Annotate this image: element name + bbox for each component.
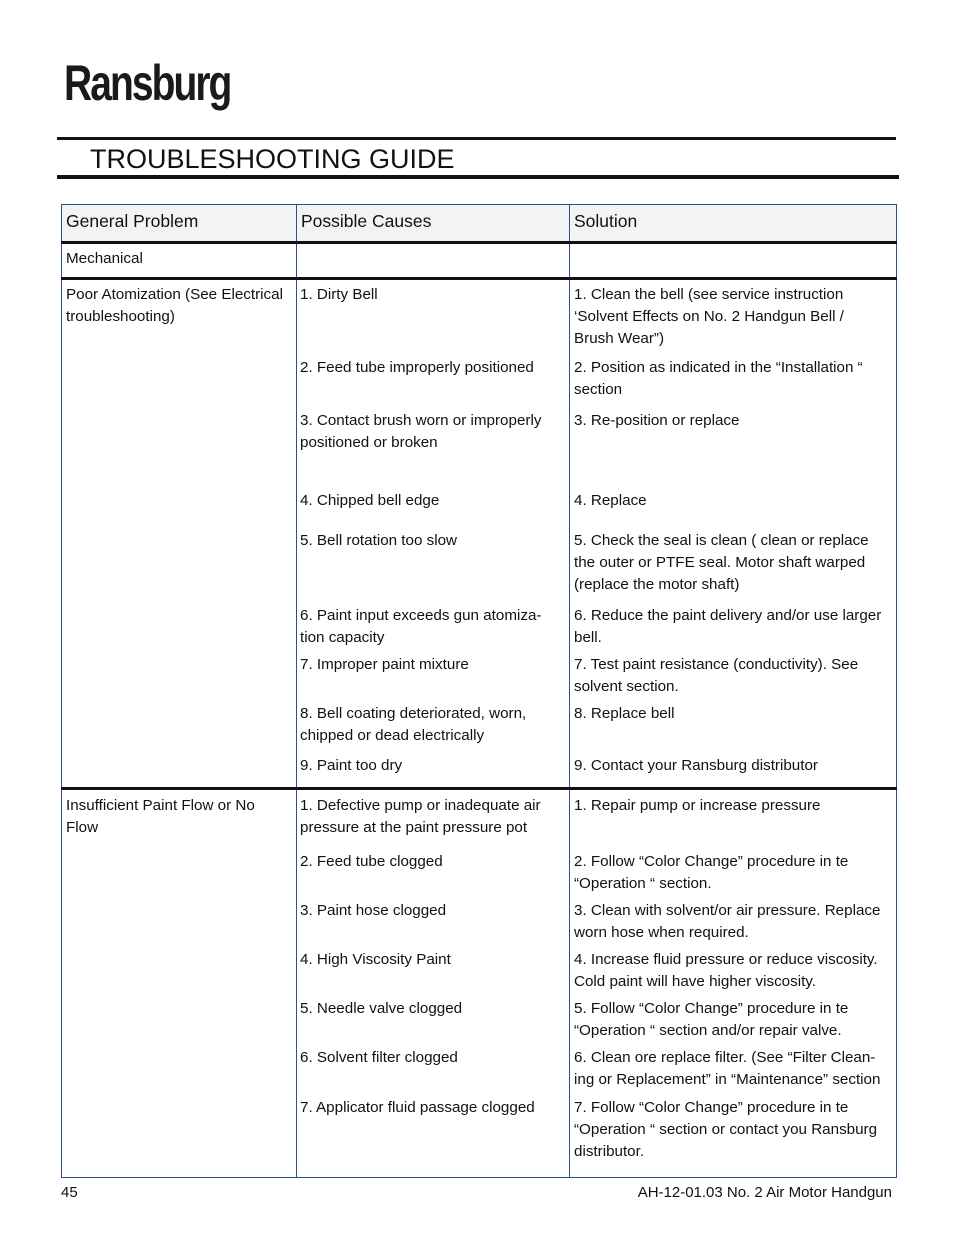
solution-item: 3. Clean with solvent/or air pressure. Replace worn hose when required.	[574, 902, 881, 941]
page-title: TROUBLESHOOTING GUIDE	[90, 144, 455, 174]
cause-item: 6. Solvent filter clogged	[300, 1049, 458, 1066]
document-title: AH-12-01.03 No. 2 Air Motor Handgun	[637, 1184, 892, 1201]
cause-item: 1. Dirty Bell	[300, 286, 378, 303]
solution-item: 2. Position as indicated in the “Installation “ section	[574, 359, 863, 398]
solution-item: 5. Check the seal is clean ( clean or replace the outer or PTFE seal. Motor shaft warped (replace the motor shaft)	[574, 532, 869, 593]
cause-item: 7. Applicator fluid passage clogged	[300, 1099, 535, 1116]
cause-item: 1. Defective pump or inadequate air pressure at the paint pressure pot	[300, 797, 541, 836]
column-header-possible-causes: Possible Causes	[301, 211, 432, 231]
cause-item: 9. Paint too dry	[300, 757, 403, 774]
solution-item: 2. Follow “Color Change” procedure in te “Operation “ section.	[574, 853, 849, 892]
cause-item: 2. Feed tube improperly positioned	[300, 359, 534, 376]
problem-poor-atomization: Poor Atomization (See Electrical troubleshooting)	[66, 286, 283, 325]
cause-item: 5. Needle valve clogged	[300, 1000, 463, 1017]
problem-insufficient-paint-flow: Insufficient Paint Flow or No Flow	[66, 797, 255, 836]
column-header-solution: Solution	[574, 211, 638, 231]
column-header-general-problem: General Problem	[66, 211, 199, 231]
cause-item: 4. Chipped bell edge	[300, 492, 440, 509]
cause-item: 2. Feed tube clogged	[300, 853, 443, 870]
cause-item: 3. Paint hose clogged	[300, 902, 447, 919]
cause-item: 8. Bell coating deteriorated, worn, chipped or dead electrically	[300, 705, 527, 744]
solution-item: 8. Replace bell	[574, 705, 675, 722]
solution-item: 6. Reduce the paint delivery and/or use larger bell.	[574, 607, 882, 646]
solution-item: 7. Follow “Color Change” procedure in te “Operation “ section or contact you Ransburg distributor.	[574, 1099, 878, 1160]
section-rule	[61, 787, 897, 790]
solution-item: 4. Increase fluid pressure or reduce viscosity. Cold paint will have higher viscosity.	[574, 951, 878, 990]
page-number: 45	[61, 1184, 78, 1201]
solution-item: 5. Follow “Color Change” procedure in te “Operation “ section and/or repair valve.	[574, 1000, 849, 1039]
header-row-rule	[61, 241, 897, 244]
solution-item: 9. Contact your Ransburg distributor	[574, 757, 818, 774]
solution-item: 4. Replace	[574, 492, 647, 509]
title-rule-top	[57, 137, 896, 140]
cause-item: 3. Contact brush worn or improperly positioned or broken	[300, 412, 542, 451]
solution-item: 1. Repair pump or increase pressure	[574, 797, 821, 814]
column-divider	[569, 204, 570, 1178]
cause-item: 6. Paint input exceeds gun atomiza- tion capacity	[300, 607, 542, 646]
solution-item: 1. Clean the bell (see service instruction ‘Solvent Effects on No. 2 Handgun Bell / Brush Wear”)	[574, 286, 844, 347]
solution-item: 3. Re-position or replace	[574, 412, 740, 429]
cause-item: 7. Improper paint mixture	[300, 656, 469, 673]
title-rule-bottom	[57, 175, 899, 179]
brand-logo: Ransburg	[64, 55, 231, 111]
section-rule	[61, 277, 897, 280]
column-divider	[296, 204, 297, 1178]
cause-item: 4. High Viscosity Paint	[300, 951, 451, 968]
solution-item: 7. Test paint resistance (conductivity). See solvent section.	[574, 656, 859, 695]
solution-item: 6. Clean ore replace filter. (See “Filter Clean- ing or Replacement” in “Maintenance” section	[574, 1049, 881, 1088]
section-label-mechanical: Mechanical	[66, 250, 143, 267]
cause-item: 5. Bell rotation too slow	[300, 532, 458, 549]
